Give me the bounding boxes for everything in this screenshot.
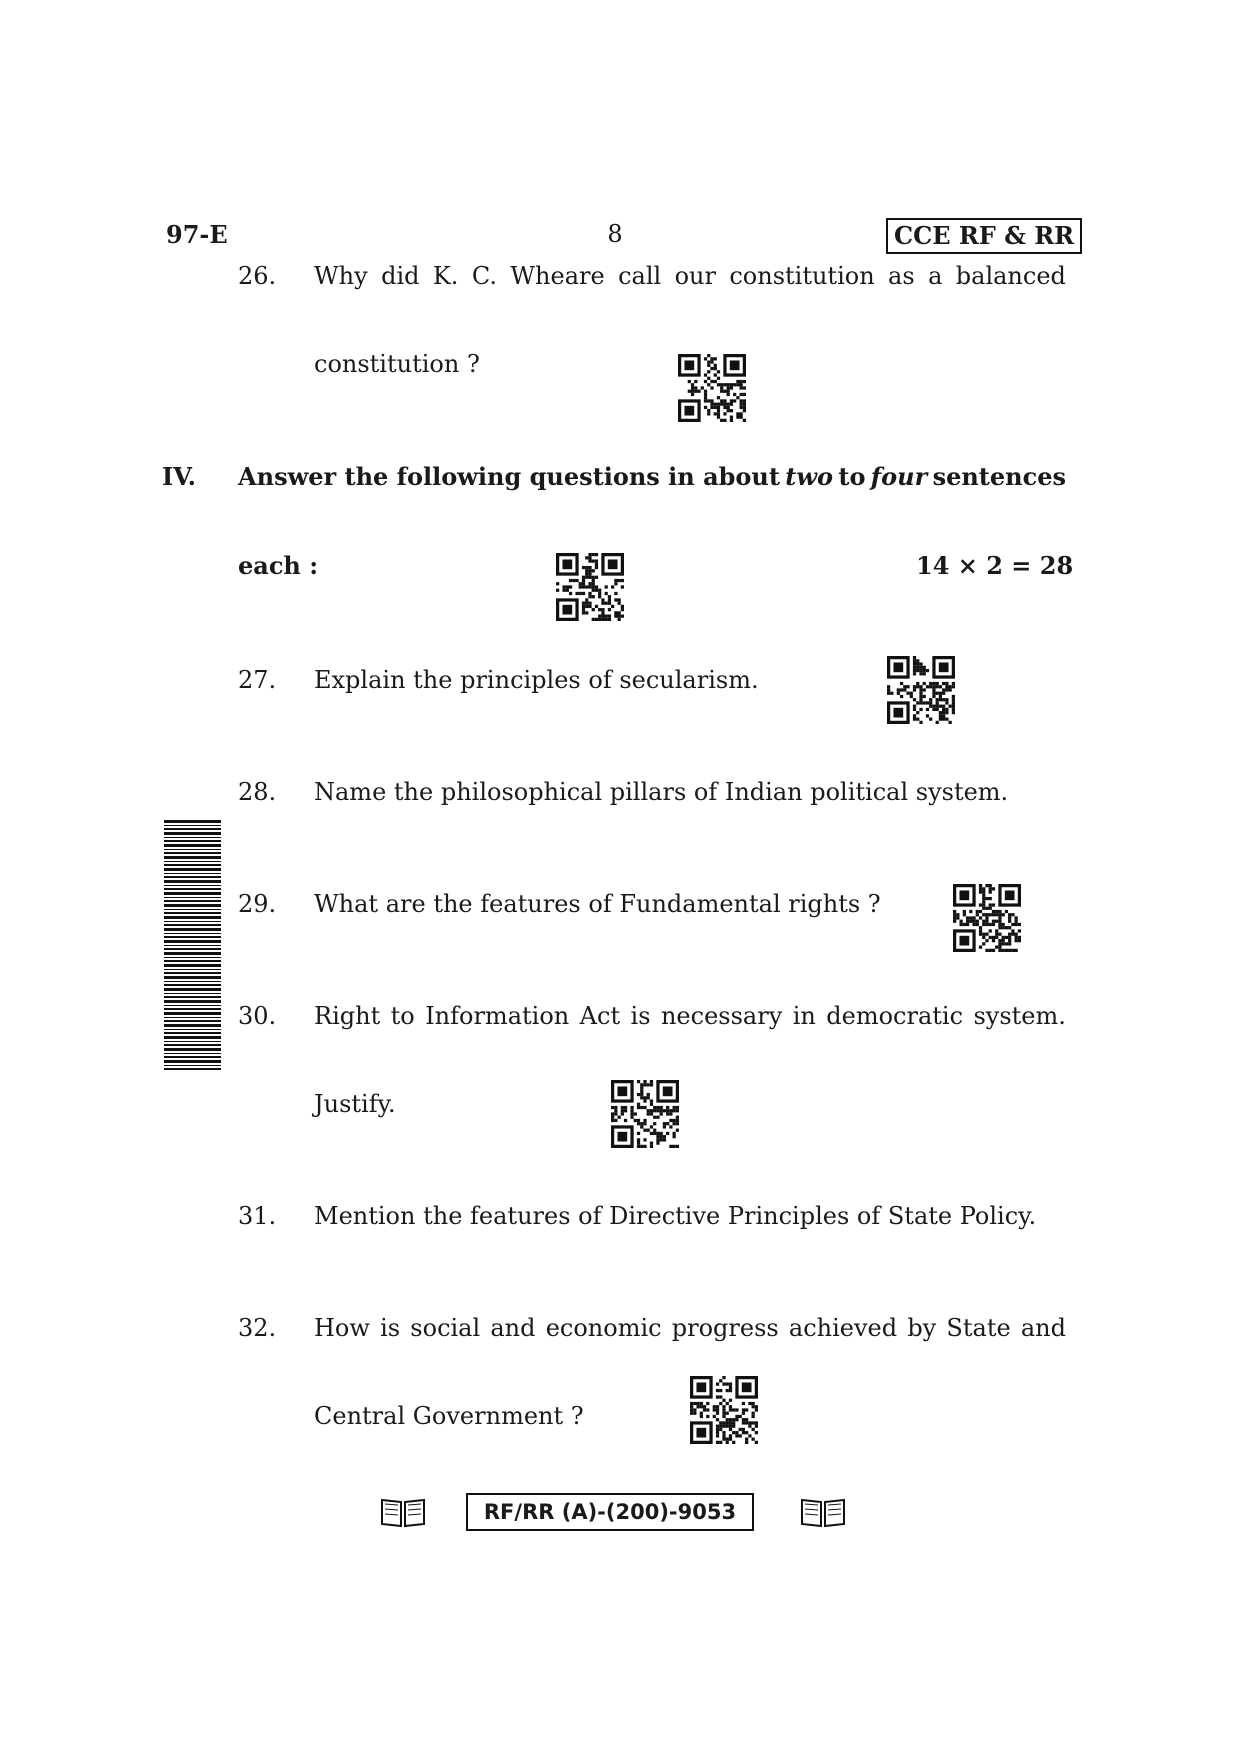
word: economic bbox=[545, 1314, 662, 1342]
question-27-text: Explain the principles of secularism. bbox=[314, 666, 759, 694]
word: did bbox=[381, 262, 420, 290]
word: to bbox=[390, 1002, 415, 1030]
question-32-number: 32. bbox=[238, 1314, 277, 1342]
question-29-number: 29. bbox=[238, 890, 277, 918]
word: Act bbox=[579, 1002, 621, 1030]
section-numeral: IV. bbox=[162, 462, 197, 491]
instruction-post: sentences bbox=[932, 462, 1066, 491]
qr-code-icon bbox=[678, 354, 746, 422]
word: is bbox=[380, 1314, 401, 1342]
instruction-mid: to bbox=[838, 462, 866, 491]
word: and bbox=[1020, 1314, 1066, 1342]
page-number: 8 bbox=[607, 220, 623, 248]
section-instruction bbox=[238, 462, 1066, 491]
qr-code-icon bbox=[690, 1376, 758, 1444]
word: call bbox=[618, 262, 662, 290]
qr-code-icon bbox=[556, 553, 624, 621]
word: progress bbox=[671, 1314, 779, 1342]
qr-code-icon bbox=[887, 656, 955, 724]
word: our bbox=[674, 262, 716, 290]
exam-label-box: CCE RF & RR bbox=[886, 218, 1082, 254]
question-30-line1 bbox=[314, 1002, 1066, 1030]
instruction-em2: four bbox=[870, 462, 928, 491]
question-30-line2: Justify. bbox=[314, 1090, 396, 1118]
word: balanced bbox=[955, 262, 1066, 290]
section-marks: 14 × 2 = 28 bbox=[916, 551, 1074, 580]
question-30-number: 30. bbox=[238, 1002, 277, 1030]
word: a bbox=[928, 262, 943, 290]
question-31-number: 31. bbox=[238, 1202, 277, 1230]
question-31-text: Mention the features of Directive Principles of State Policy. bbox=[314, 1202, 1037, 1230]
word: as bbox=[888, 262, 915, 290]
question-26-number: 26. bbox=[238, 262, 277, 290]
question-32-line1 bbox=[314, 1314, 1066, 1342]
word: necessary bbox=[660, 1002, 783, 1030]
question-28-text: Name the philosophical pillars of Indian political system. bbox=[314, 778, 1009, 806]
word: in bbox=[792, 1002, 816, 1030]
word: is bbox=[630, 1002, 651, 1030]
qr-code-icon bbox=[953, 884, 1021, 952]
question-26-line2: constitution ? bbox=[314, 350, 480, 378]
question-32-line2: Central Government ? bbox=[314, 1402, 584, 1430]
barcode bbox=[164, 820, 221, 1072]
word: State bbox=[946, 1314, 1011, 1342]
word: How bbox=[314, 1314, 370, 1342]
word: social bbox=[410, 1314, 481, 1342]
word: achieved bbox=[788, 1314, 898, 1342]
footer-code-box: RF/RR (A)-(200)-9053 bbox=[466, 1493, 754, 1531]
word: C. bbox=[471, 262, 497, 290]
question-27-number: 27. bbox=[238, 666, 277, 694]
instruction-em1: two bbox=[785, 462, 834, 491]
word: Wheare bbox=[510, 262, 605, 290]
paper-code: 97-E bbox=[166, 220, 228, 249]
open-book-icon bbox=[800, 1496, 846, 1528]
word: by bbox=[907, 1314, 937, 1342]
question-26-line1 bbox=[314, 262, 1066, 290]
qr-code-icon bbox=[611, 1080, 679, 1148]
word: system. bbox=[973, 1002, 1066, 1030]
word: and bbox=[490, 1314, 536, 1342]
word: Right bbox=[314, 1002, 381, 1030]
section-instruction-line2: each : bbox=[238, 551, 319, 580]
word: democratic bbox=[826, 1002, 964, 1030]
instruction-pre: Answer the following questions in about bbox=[238, 462, 780, 491]
word: constitution bbox=[729, 262, 875, 290]
word: Why bbox=[314, 262, 368, 290]
word: Information bbox=[425, 1002, 570, 1030]
question-28-number: 28. bbox=[238, 778, 277, 806]
open-book-icon bbox=[380, 1496, 426, 1528]
word: K. bbox=[432, 262, 459, 290]
question-29-text: What are the features of Fundamental rights ? bbox=[314, 890, 881, 918]
